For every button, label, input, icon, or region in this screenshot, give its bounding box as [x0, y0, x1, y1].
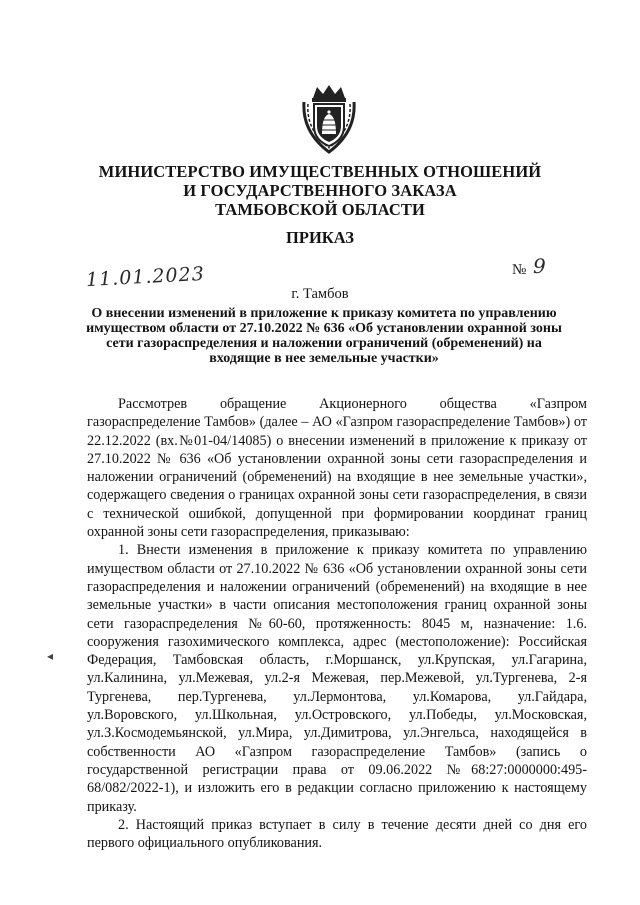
body-paragraph: 1. Внести изменения в приложение к приказу комитета по управлению имуществом области от 27.10.2022 № 636 «Об установлении охранной зоны сети газораспределения и наложении ограничений (обременений) на входящие в нее земельные участки» в части описания местоположения границ охранной зоны сети газораспределения №60-60, протяженность: 8045 м, назначение: 1.6. сооружения газохимического комплекса, адрес (местоположение): Российская Федерация, Тамбовская область, г.Моршанск, ул.Крупская, ул.Гагарина, ул.Калинина, ул.Межевая, ул.2-я Межевая, пер.Межевой, ул.Тургенева, 2-я Тургенева, пер.Тургенева, ул.Лермонтова, ул.Комарова, ул.Гайдара, ул.Воровского, ул.Школьная, ул.Островского, ул.Победы, ул.Московская, ул.З.Космодемьянской, ул.Мира, ул.Димитрова, ул.Энгельса, находящейся в собственности АО «Газпром газораспределение Тамбов» (запись о государственной регистрации права от 09.06.2022 №68:27:0000000:495-68/082/2022-1), и изложить его в редакции согласно приложению к настоящему приказу. [87, 542, 587, 815]
body-paragraph: Рассмотрев обращение Акционерного общества «Газпром газораспределение Тамбов» (далее – АО «Газпром газораспределение Тамбов») от 22.12.2022 (вх.№01-04/14085) о внесении изменений в приложение к приказу от 27.10.2022 № 636 «Об установлении охранной зоны сети газораспределения и наложении ограничений (обременений) на входящие в нее земельные участки», содержащего сведения о границах охранной зоны сети газораспределения, в связи с технической ошибкой, допущенной при формировании координат границ охранной зоны сети газораспределения, приказываю: [87, 396, 587, 541]
order-subject: О внесении изменений в приложение к приказу комитета по управлению имуществом области от 27.10.2022 № 636 «Об установлении охранной зоны сети газораспределения и наложении ограничений (обременений) на входящие в нее земельные участки» [86, 306, 562, 366]
order-body [87, 395, 587, 852]
ministry-line: МИНИСТЕРСТВО ИМУЩЕСТВЕННЫХ ОТНОШЕНИЙ [98, 162, 542, 181]
handwritten-date: 11.01.2023 [85, 262, 206, 292]
margin-mark: ◂ [47, 649, 54, 663]
coat-of-arms-icon [300, 84, 358, 154]
handwritten-number: 9 [533, 254, 546, 278]
body-paragraph: 2. Настоящий приказ вступает в силу в течение десяти дней со дня его первого официального опубликования. [87, 816, 587, 852]
document-type: ПРИКАЗ [286, 228, 354, 247]
ministry-line: И ГОСУДАРСТВЕННОГО ЗАКАЗА [183, 181, 457, 200]
city: г. Тамбов [291, 286, 349, 302]
ministry-name [0, 162, 640, 219]
ministry-line: ТАМБОВСКОЙ ОБЛАСТИ [215, 200, 425, 219]
number-label: № [512, 262, 527, 278]
